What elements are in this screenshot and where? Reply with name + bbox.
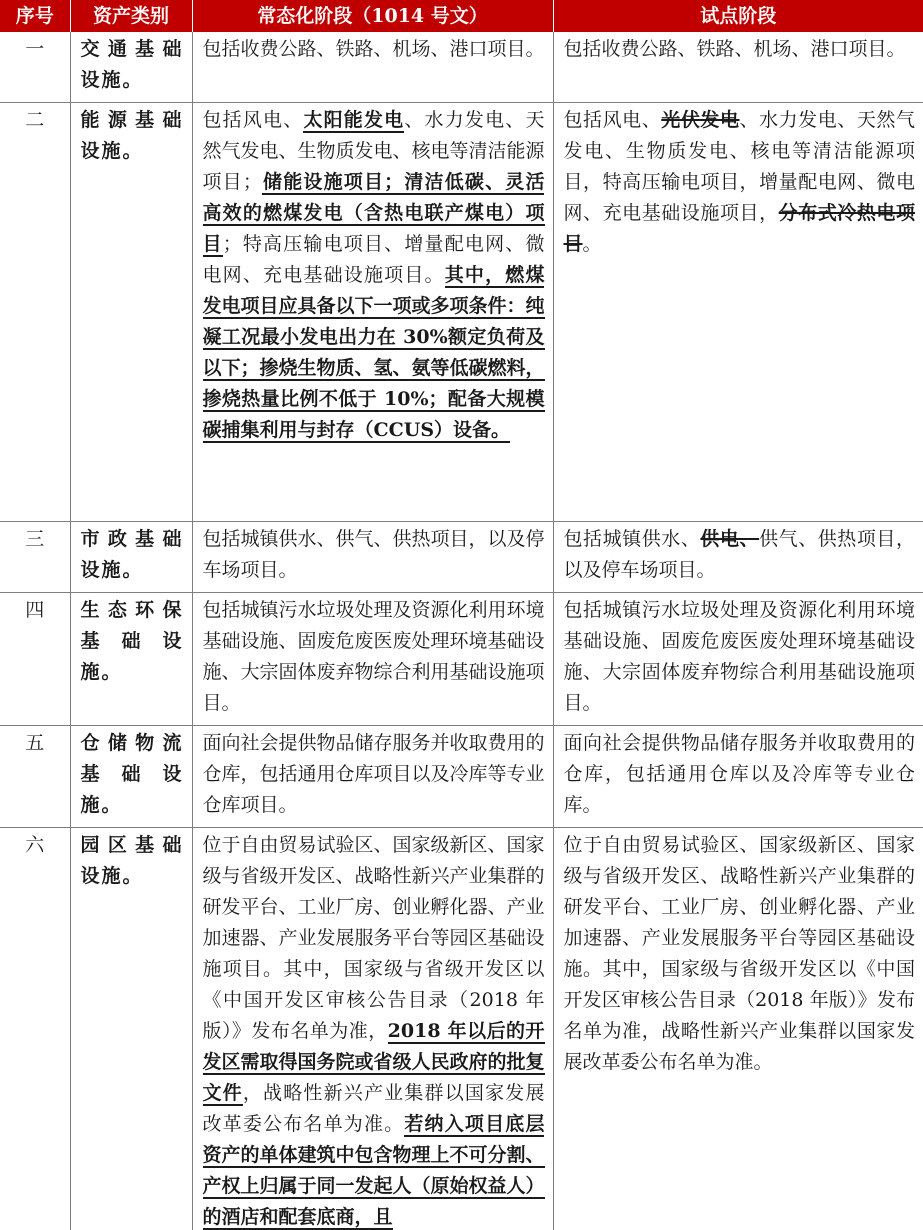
row-number: 二 bbox=[0, 103, 70, 522]
asset-category: 市政基础设施。 bbox=[70, 522, 192, 593]
text-segment: 面向社会提供物品储存服务并收取费用的仓库，包括通用仓库项目以及冷库等专业仓库项目。 bbox=[202, 732, 545, 816]
asset-category: 仓储物流基础设施。 bbox=[70, 726, 192, 828]
asset-category: 能源基础设施。 bbox=[70, 103, 192, 522]
asset-category: 生态环保基础设施。 bbox=[70, 593, 192, 726]
deleted-text: 分布式冷热电项目 bbox=[563, 202, 915, 255]
pilot-stage-cell bbox=[553, 828, 923, 1230]
header-pilot-stage: 试点阶段 bbox=[553, 0, 923, 32]
normalized-stage-cell bbox=[192, 828, 553, 1230]
row-number: 六 bbox=[25, 834, 45, 856]
asset-category: 园区基础设施。 bbox=[70, 828, 192, 1230]
text-segment: 包括城镇污水垃圾处理及资源化利用环境基础设施、固废危废医废处理环境基础设施、大宗固体废弃物综合利用基础设施项目。 bbox=[202, 599, 545, 714]
highlighted-text: 2018 年以后的开发区需取得国务院或省级人民政府的批复文件 bbox=[202, 1020, 545, 1104]
text-segment: 包括收费公路、铁路、机场、港口项目。 bbox=[563, 38, 906, 60]
table-row bbox=[0, 522, 923, 593]
text-segment: 、水力发电、天然气发电、生物质发电、核电等清洁能源项目，特高压输电项目，增量配电网、微电网、充电基础设施项目， bbox=[563, 109, 915, 224]
highlighted-text: 储能设施项目；清洁低碳、灵活高效的燃煤发电（含热电联产煤电）项目 bbox=[202, 171, 545, 255]
text-segment: 包括风电、 bbox=[563, 109, 662, 131]
header-category: 资产类别 bbox=[70, 0, 192, 32]
row-number: 四 bbox=[0, 593, 70, 726]
highlighted-text: 太阳能发电 bbox=[303, 109, 405, 131]
highlighted-text: 其中，燃煤发电项目应具备以下一项或多项条件：纯凝工况最小发电出力在 30%额定负荷及以下；掺烧生物质、氢、氨等低碳燃料，掺烧热量比例不低于 10%；配备大规模碳捕集利用与封存（CCUS）设备。 bbox=[202, 264, 545, 441]
pilot-stage-cell bbox=[553, 726, 923, 828]
normalized-stage-cell bbox=[192, 522, 553, 593]
table-row bbox=[0, 32, 923, 103]
table-row bbox=[0, 103, 923, 522]
text-segment: 。 bbox=[582, 233, 602, 255]
text-segment: ；特高压输电项目、增量配电网、微电网、充电基础设施项目。 bbox=[202, 233, 545, 286]
row-number: 五 bbox=[0, 726, 70, 828]
text-segment: 包括城镇供水、供气、供热项目，以及停车场项目。 bbox=[202, 528, 545, 581]
table-row bbox=[0, 593, 923, 726]
text-segment: 位于自由贸易试验区、国家级新区、国家级与省级开发区、战略性新兴产业集群的研发平台、工业厂房、创业孵化器、产业加速器、产业发展服务平台等园区基础设施。其中，国家级与省级开发区以《中国开发区审核公告目录（2018 年版）》发布名单为准，战略性新兴产业集群以国家发展改革委公布名单为准。 bbox=[563, 834, 915, 1073]
text-segment: 供气、供热项目，以及停车场项目。 bbox=[563, 528, 915, 581]
text-segment: 包括城镇污水垃圾处理及资源化利用环境基础设施、固废危废医废处理环境基础设施、大宗固体废弃物综合利用基础设施项目。 bbox=[563, 599, 915, 714]
row-number: 一 bbox=[0, 32, 70, 103]
pilot-stage-cell bbox=[553, 593, 923, 726]
text-segment: 、水力发电、天然气发电、生物质发电、核电等清洁能源项目； bbox=[202, 109, 545, 193]
text-segment: 包括城镇供水、 bbox=[563, 528, 701, 550]
table-row bbox=[0, 828, 923, 1230]
text-segment: 面向社会提供物品储存服务并收取费用的仓库，包括通用仓库以及冷库等专业仓库。 bbox=[563, 732, 915, 816]
normalized-stage-cell bbox=[192, 32, 553, 103]
normalized-stage-cell bbox=[192, 593, 553, 726]
header-normalized-stage: 常态化阶段（1014 号文） bbox=[192, 0, 553, 32]
text-segment: 包括风电、 bbox=[202, 109, 304, 131]
deleted-text: 光伏发电 bbox=[661, 109, 740, 131]
pilot-stage-cell bbox=[553, 522, 923, 593]
header-no: 序号 bbox=[0, 0, 70, 32]
pilot-stage-cell bbox=[553, 32, 923, 103]
table-body bbox=[0, 32, 923, 1230]
pilot-stage-cell bbox=[553, 103, 923, 522]
asset-category: 交通基础设施。 bbox=[70, 32, 192, 103]
text-segment: 包括收费公路、铁路、机场、港口项目。 bbox=[202, 38, 545, 60]
normalized-stage-cell bbox=[192, 103, 553, 522]
normalized-stage-cell bbox=[192, 726, 553, 828]
deleted-text: 供电、 bbox=[700, 528, 760, 550]
row-number: 三 bbox=[0, 522, 70, 593]
table-header-row bbox=[0, 0, 923, 32]
highlighted-text: 若纳入项目底层资产的单体建筑中包含物理上不可分割、产权上归属于同一发起人（原始权益人）的酒店和配套底商，且 bbox=[202, 1113, 545, 1228]
table-row bbox=[0, 726, 923, 828]
text-segment: ，战略性新兴产业集群以国家发展改革委公布名单为准。 bbox=[202, 1082, 545, 1135]
text-segment: 位于自由贸易试验区、国家级新区、国家级与省级开发区、战略性新兴产业集群的研发平台、工业厂房、创业孵化器、产业加速器、产业发展服务平台等园区基础设施项目。其中，国家级与省级开发区以《中国开发区审核公告目录（2018 年版）》发布名单为准， bbox=[202, 834, 545, 1042]
